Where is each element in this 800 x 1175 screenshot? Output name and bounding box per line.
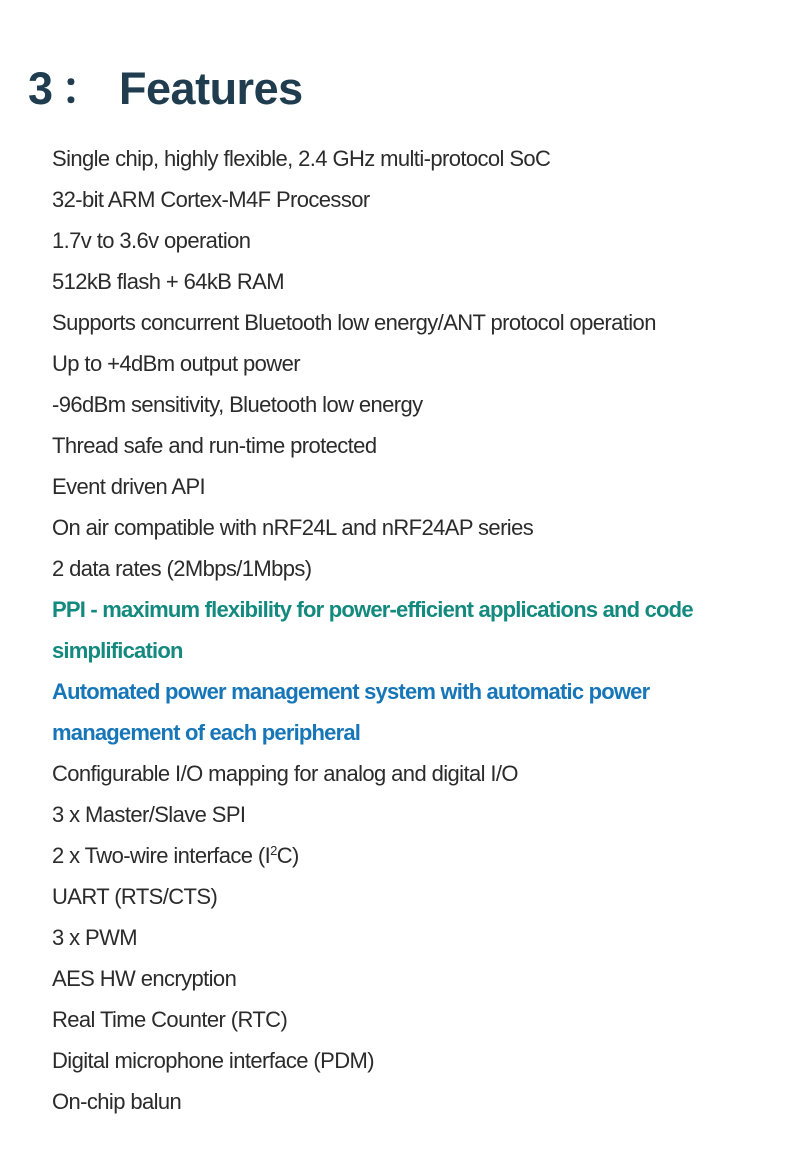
feature-item: Supports concurrent Bluetooth low energy/ANT protocol operation <box>52 310 656 335</box>
feature-list <box>52 138 752 1122</box>
feature-item: 2 data rates (2Mbps/1Mbps) <box>52 556 312 581</box>
section-title: Features <box>119 63 303 114</box>
feature-item: UART (RTS/CTS) <box>52 884 218 909</box>
feature-item: AES HW encryption <box>52 966 237 991</box>
feature-item: On air compatible with nRF24L and nRF24AP series <box>52 515 534 540</box>
section-colon: ： <box>60 63 106 114</box>
page-title <box>28 52 303 117</box>
feature-item: Thread safe and run-time protected <box>52 433 377 458</box>
feature-item-highlight-teal: PPI - maximum flexibility for power-efficient applications and code simplification <box>52 597 693 663</box>
feature-item: Configurable I/O mapping for analog and digital I/O <box>52 761 518 786</box>
feature-item: Digital microphone interface (PDM) <box>52 1048 374 1073</box>
feature-item: 512kB flash + 64kB RAM <box>52 269 284 294</box>
feature-item: Up to +4dBm output power <box>52 351 300 376</box>
feature-item: Single chip, highly flexible, 2.4 GHz multi-protocol SoC <box>52 146 551 171</box>
superscript: 2 <box>270 843 277 858</box>
feature-text: 2 x Two-wire interface (I <box>52 843 271 868</box>
feature-item-highlight-blue: Automated power management system with automatic power management of each peripheral <box>52 679 650 745</box>
feature-item: On-chip balun <box>52 1089 182 1114</box>
feature-item: 32-bit ARM Cortex-M4F Processor <box>52 187 370 212</box>
feature-item: -96dBm sensitivity, Bluetooth low energy <box>52 392 423 417</box>
feature-text: C) <box>276 843 299 868</box>
feature-item: 1.7v to 3.6v operation <box>52 228 251 253</box>
feature-item-i2c <box>52 835 752 876</box>
feature-item: Event driven API <box>52 474 206 499</box>
section-number: 3 <box>28 63 53 114</box>
feature-item: 3 x PWM <box>52 925 138 950</box>
feature-item: Real Time Counter (RTC) <box>52 1007 288 1032</box>
feature-item: 3 x Master/Slave SPI <box>52 802 246 827</box>
